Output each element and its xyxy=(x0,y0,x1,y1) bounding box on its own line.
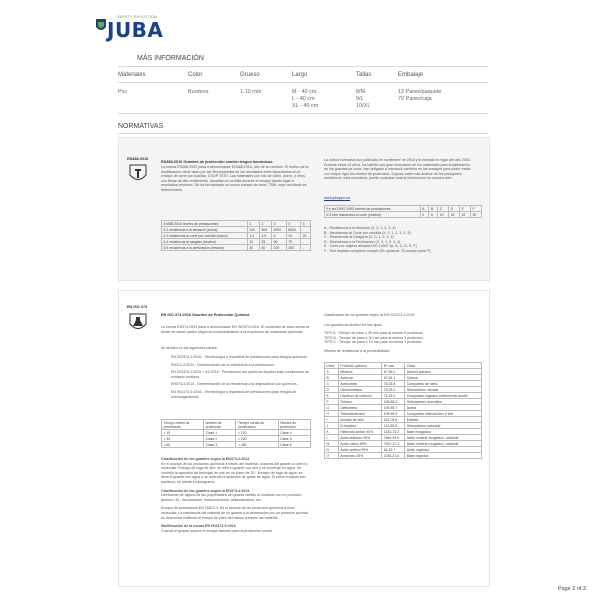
table-cell: Clase xyxy=(405,363,482,369)
largo-line: L - 40 cm xyxy=(292,96,315,102)
en374-parts-list xyxy=(171,355,311,399)
table-cell: Alcohol primario xyxy=(405,369,482,375)
chemicals-table xyxy=(324,362,482,459)
perm-table-title: Niveles de resistencia a la permeabilidad xyxy=(324,348,390,353)
table-cell: Amina xyxy=(405,405,482,411)
note-line: E - Corte por objetos afilados ISO 13997 (A, B, C, D, E, F) xyxy=(324,244,417,249)
table-cell: 15 xyxy=(449,212,460,218)
en374-heading: EN ISO 374:2016 Guantes de Protección Química xyxy=(161,313,250,317)
table-cell: 30 xyxy=(471,212,482,218)
penetration-table xyxy=(161,419,311,448)
table-cell: 109-89-7 xyxy=(382,405,405,411)
table-cell: 141-78-6 xyxy=(382,417,405,423)
table-cell: M xyxy=(325,441,339,447)
table-cell: B xyxy=(325,375,339,381)
brand-name: JUBA xyxy=(107,18,164,42)
embalaje-line: 72 Pares/caja xyxy=(398,96,432,102)
table-cell: 8000 xyxy=(286,227,301,233)
table-cell: Ésteres xyxy=(405,417,482,423)
table-cell: Ácido mineral inorgánico, oxidante xyxy=(405,441,482,447)
table-cell: > 30 xyxy=(162,436,204,442)
cell-tallas xyxy=(356,89,370,110)
cell-material: Pvc xyxy=(118,89,128,95)
table-cell: > 480 xyxy=(236,442,278,448)
table-cell: 6.5 resistencia a la perforación (newton) xyxy=(162,245,248,251)
logo xyxy=(95,12,190,42)
table-cell: Niveles de protección xyxy=(204,420,236,430)
table-cell: Tolueno xyxy=(338,399,381,405)
table-cell: Diclorometano xyxy=(338,387,381,393)
table-cell: 108-88-3 xyxy=(382,399,405,405)
note-line: B - Resistencia al Corte por cuchilla (X, 0, 1, 2, 3, 4, 5) xyxy=(324,230,411,235)
table-cell: Base orgánica xyxy=(405,453,482,459)
table-cell: Base inorgánica xyxy=(405,429,482,435)
table-cell: 75-09-2 xyxy=(382,387,405,393)
table-cell: N xyxy=(325,447,339,453)
table-cell: 67-56-1 xyxy=(382,369,405,375)
right-subtitle: Los guantes se dividen en tres tipos: xyxy=(324,322,383,327)
table-cell: Nº cas xyxy=(382,363,405,369)
table-cell: 5 xyxy=(429,212,438,218)
note-line: D - Resistencia a la Perforación (X, 0, 1, 2, 3, 4) xyxy=(324,239,401,244)
table-row xyxy=(325,212,482,218)
table-cell: > 120 xyxy=(236,430,278,436)
col-header-tallas: Tallas xyxy=(356,72,372,78)
table-cell: 64-19-7 xyxy=(382,447,405,453)
cell-embalaje xyxy=(398,89,441,103)
table-cell: 20 xyxy=(247,245,259,251)
table-cell: A xyxy=(325,369,339,375)
cell-largo xyxy=(292,89,318,110)
table-row xyxy=(325,453,482,459)
table-cell: 100 xyxy=(247,227,259,233)
largo-line: XL - 40 cm xyxy=(292,103,319,109)
table-cell: Disulfuro de carbono xyxy=(338,393,381,399)
table-cell: - xyxy=(301,227,311,233)
right-title: Clasificación de los guantes según la EN ISO374-1:2016 xyxy=(324,313,415,317)
table-cell: 500 xyxy=(260,227,272,233)
en388-badge: EN388:2016 xyxy=(127,157,149,161)
table-cell: G xyxy=(325,405,339,411)
table-cell: 7664-93-9 xyxy=(382,435,405,441)
table-cell: 6.4 resistencia al rasgado (newton) xyxy=(162,239,248,245)
table-header-row xyxy=(162,420,311,430)
table-cell: Hidrocarburo aromático xyxy=(405,399,482,405)
en374-right-intro xyxy=(324,313,482,354)
type-line: TIPO C - Tiempo de paso ≥ 10 min para al menos 1 producto. xyxy=(324,340,423,345)
table-cell: B xyxy=(429,206,438,212)
table-cell: Tetrahidrofurano xyxy=(338,411,381,417)
list-item: EN374-4:2013 - Determinación de la resistencia a la degradación por químicos. xyxy=(171,382,298,387)
en374-intro: La norma EN374:2003 pasa a denominarse EN ISO374:2016. El contenido de esta norma se divide en varias partes según su comportamiento a la exposición de sustancias químicas. xyxy=(161,325,310,334)
table-cell: > 10 xyxy=(162,430,204,436)
en388-panel xyxy=(118,137,490,281)
table-cell: Clase 1 xyxy=(204,430,236,436)
table-cell: Amoniaco 25% xyxy=(338,453,381,459)
en374-subtitle: Se dividen en las siguientes partes: xyxy=(161,346,218,350)
table-cell: 1 xyxy=(247,221,259,227)
table-cell: 100 xyxy=(272,245,287,251)
en374-badge: EN ISO 374 xyxy=(127,305,148,309)
table-cell: 2000 xyxy=(272,227,287,233)
table-cell: > 60 xyxy=(162,442,204,448)
juba-shield-icon xyxy=(95,18,107,34)
list-item: EN ISO374-1:2015 + A1:2018 - Permeación por químicos líquidos bajo condiciones de contacto continuo. xyxy=(171,370,309,379)
table-cell: Dietilamina xyxy=(338,405,381,411)
note-line: C - Resistencia al Desgarro (X, 0, 1, 2, 3, 4) xyxy=(324,235,394,240)
talla-line: 9/L xyxy=(356,96,364,102)
col-header-embalaje: Embalaje xyxy=(398,72,424,78)
embalaje-line: 12 Pares/paquete xyxy=(398,89,442,95)
talla-line: 8/M xyxy=(356,89,366,95)
modification-body: Cuando el guante supera el ensayo descrito para la protección contra xyxy=(161,528,272,533)
table-cell: Clase 4 xyxy=(278,430,310,436)
table-cell: 1.2 xyxy=(247,233,259,239)
table-cell: K xyxy=(325,429,339,435)
table-cell: 20 xyxy=(301,233,311,239)
normativas-title: NORMATIVAS xyxy=(118,123,164,130)
table-cell: D xyxy=(449,206,460,212)
en388-heading: EN388:2016 Guantes de protección contra riesgos mecánicos. xyxy=(161,160,274,164)
table-cell: 10 xyxy=(438,212,449,218)
table-cell: 67-64-1 xyxy=(382,375,405,381)
en388-right-body: La nueva normativa fue publicada en noviembre de 2016 y la entrada en vigor del año 2003. Durante estos 12 años, ha habido una gran innovación en los materiales para la fabricación de los guantes de corte, han obligado a introducir cambios en los ensayos para poder medir con mayor rigor los niveles de protección. Supone cabe más avance de los principales cambios en esta normativa, puede consultar toda la información en nuestra web: xyxy=(324,158,472,181)
table-cell: 22 xyxy=(460,212,471,218)
table-cell: Ácido mineral inorgánico, oxidante xyxy=(405,435,482,441)
modification-title: Modificación de la norma EN ISO374-5:2016 xyxy=(161,524,236,529)
table-cell: 109-99-9 xyxy=(382,411,405,417)
table-cell: Tiempo medio de penetración xyxy=(236,420,278,430)
hammer-shield-icon xyxy=(128,163,148,185)
table-cell: Clase 2 xyxy=(204,436,236,442)
table-cell: 75 xyxy=(286,239,301,245)
type-line: TIPO B - Tiempo de paso ≥ 30 min para al menos 3 productos. xyxy=(324,335,424,340)
en374-left-column xyxy=(161,457,311,533)
col-header-color: Color xyxy=(188,72,203,78)
more-info-title: MÁS INFORMACIÓN xyxy=(137,55,204,62)
table-cell: 5 xyxy=(272,233,287,239)
table-cell: 75-05-8 xyxy=(382,381,405,387)
table-cell: Hidrocarburo clorado xyxy=(405,387,482,393)
divider xyxy=(118,133,488,134)
table-cell: D xyxy=(325,387,339,393)
table-cell: Hidróxido sódico 40% xyxy=(338,429,381,435)
table-cell: Clase 5 xyxy=(278,436,310,442)
table-cell: 2.5 xyxy=(260,233,272,239)
table-cell: - xyxy=(301,239,311,245)
list-item: EN ISO374-1:2016 - Terminología y requisitos de prestaciones para riesgos químicos. xyxy=(171,355,308,359)
divider xyxy=(118,82,488,83)
table-cell: Clase 3 xyxy=(204,442,236,448)
table-cell: I xyxy=(325,417,339,423)
table-cell: 50 xyxy=(272,239,287,245)
list-item: EN ISO374-5:2016 - Terminología y requisitos de prestaciones para riesgos de microorganismos. xyxy=(171,389,297,399)
table-cell: 60 xyxy=(260,245,272,251)
col-header-grueso: Grueso xyxy=(240,72,260,78)
page-indicator: Page 2 of 3 xyxy=(557,586,586,592)
table-cell: 6.2 resistencia al corte por cuchilla (índice) xyxy=(162,233,248,239)
table-cell: 10 xyxy=(286,233,301,239)
table-cell: Compuesto de nitrilo xyxy=(405,381,482,387)
table-cell: Ácido acético 99% xyxy=(338,447,381,453)
table-cell: En388:2016 niveles de prestaciones xyxy=(162,221,248,227)
table-cell: C xyxy=(438,206,449,212)
table-cell: F xyxy=(471,206,482,212)
cell-color: Burdeos xyxy=(188,89,209,95)
table-row xyxy=(162,245,311,251)
table-cell: 25 xyxy=(260,239,272,245)
table-cell: 5 xyxy=(301,221,311,227)
table-row xyxy=(162,442,311,448)
divider xyxy=(118,113,488,114)
flask-shield-icon xyxy=(128,312,148,334)
table-cell: 75-15-0 xyxy=(382,393,405,399)
col-header-largo: Largo xyxy=(292,72,308,78)
table-cell: L xyxy=(325,435,339,441)
table-cell: F xyxy=(325,399,339,405)
largo-line: M - 40 cm xyxy=(292,89,317,95)
degradation-body: Es el avance de los productos químicos a través del material, costuras del guante a nivel no molecular. Ensayo de fuga de aire: se infla el guante con aire y se sumerge en agua. Se controla la aparición de burbujas de aire en un plazo de 30”. Ensayo de fuga de agua: se llena el guante con agua y se controla la aparición de gotas de agua. Si estos ensayos son positivos, se pierde el pictograma. xyxy=(161,461,308,484)
degradation-title: Clasificación de los guantes según la EN374-2:2014 xyxy=(161,457,250,461)
table-cell: Letra xyxy=(325,363,339,369)
table-cell: 2 xyxy=(420,212,429,218)
degradation-2-title: Clasificación de los guantes según la EN374-4:2013 xyxy=(161,488,250,493)
en388-levels-table xyxy=(161,220,311,251)
table-cell: 3 xyxy=(272,221,287,227)
table-cell: J xyxy=(325,423,339,429)
table-cell: 2 xyxy=(260,221,272,227)
divider xyxy=(118,66,488,67)
table-cell: H xyxy=(325,411,339,417)
table-cell: Clase 6 xyxy=(278,442,310,448)
note-line: A - Resistencia a la Abrasión (X, 0, 1, 2, 3, 4) xyxy=(324,226,396,230)
note-line: F - Test impacto cumplimo cumple (Es opcional. Si cumple pone P) xyxy=(324,248,431,253)
table-cell: Tiempo medio de penetración xyxy=(162,420,204,430)
table-cell: 7697-37-2 xyxy=(382,441,405,447)
table-cell: 10 xyxy=(247,239,259,245)
table-cell: Metanol xyxy=(338,369,381,375)
table-cell: A xyxy=(420,206,429,212)
permeation-body: Ensayo de permeación EN 16523-1: Es el avance de los productos químicos a nivel molecular. La resistencia del material de un guante a la permeación por un producto químico se determina midiendo el tiempo de paso del mismo a través del material. xyxy=(161,506,309,520)
table-cell: C xyxy=(325,381,339,387)
table-cell: 1336-21-6 xyxy=(382,453,405,459)
table-cell: E xyxy=(460,206,471,212)
col-header-materiales: Materiales xyxy=(118,72,146,78)
table-cell: 6.1 resistencia a la abrasión (ciclos) xyxy=(162,227,248,233)
en388-body: La norma EN388:2003 pasa a denominarse EN388:2016, año de su revisión. El motivo de la modificación viene dado por las discrepancias de los resultados entre laboratorios en el ensayo de corte por cuchilla, COUP TEST. Los materiales con hilo de vidrio, acero, y otros con fibras de alto rendimiento, desafilan la cuchilla durante el ensayo dando lugar a resultados erróneos. Se ha incorporado un nuevo ensayo de corte, TDM, cuyo resultado es determinante. xyxy=(161,165,309,192)
table-cell: Niveles de protección xyxy=(278,420,310,430)
en388-link[interactable]: www.jubappe.es xyxy=(324,196,351,200)
table-cell: Acetato de etilo xyxy=(338,417,381,423)
table-cell: 142-85-5 xyxy=(382,423,405,429)
table-cell: 1310-73-2 xyxy=(382,429,405,435)
table-cell: En Iso13997:1999 niveles de prestaciones xyxy=(325,206,421,212)
table-cell: E xyxy=(325,393,339,399)
cell-grueso: 1.10 mm xyxy=(240,89,262,95)
table-cell: 4 xyxy=(286,221,301,227)
table-cell: Cetona xyxy=(405,375,482,381)
table-cell: Compuesto orgánico conteniendo azufre xyxy=(405,393,482,399)
en374-panel xyxy=(118,290,490,587)
table-cell: Ácido orgánico xyxy=(405,447,482,453)
table-cell: Hidrocarburo saturado xyxy=(405,423,482,429)
talla-line: 10/XL xyxy=(356,103,371,109)
table-cell: 150 xyxy=(286,245,301,251)
list-item: EN374-2:2014 - Determinación de la resistencia a la penetración. xyxy=(171,362,276,367)
table-cell: Acetona xyxy=(338,375,381,381)
brand-tagline: SAFETY EVOLUTION xyxy=(117,14,157,19)
table-cell: O xyxy=(325,453,339,459)
table-cell: Compuesto heterocíclico y éter xyxy=(405,411,482,417)
table-cell: N-heptano xyxy=(338,423,381,429)
en388-notes xyxy=(324,226,482,254)
degradation-2-body: Detrimento de alguna de las propiedades del guante debido al contacto con un producto químico. Ej.: decoloración, endurecimiento, ablandamiento, etc. xyxy=(161,493,302,502)
table-cell: Acetonitrilo xyxy=(338,381,381,387)
table-cell: > 240 xyxy=(236,436,278,442)
table-cell: 6.3 tdm resistencia al corte (newton) xyxy=(325,212,421,218)
table-cell: Producto químico xyxy=(338,363,381,369)
en13997-levels-table xyxy=(324,205,482,218)
table-cell: - xyxy=(301,245,311,251)
type-line: TIPO A - Tiempo de paso ≥ 30 min para al menos 6 productos. xyxy=(324,331,424,336)
table-cell: Ácido nítrico 65% xyxy=(338,441,381,447)
table-cell: Ácido sulfúrico 96% xyxy=(338,435,381,441)
